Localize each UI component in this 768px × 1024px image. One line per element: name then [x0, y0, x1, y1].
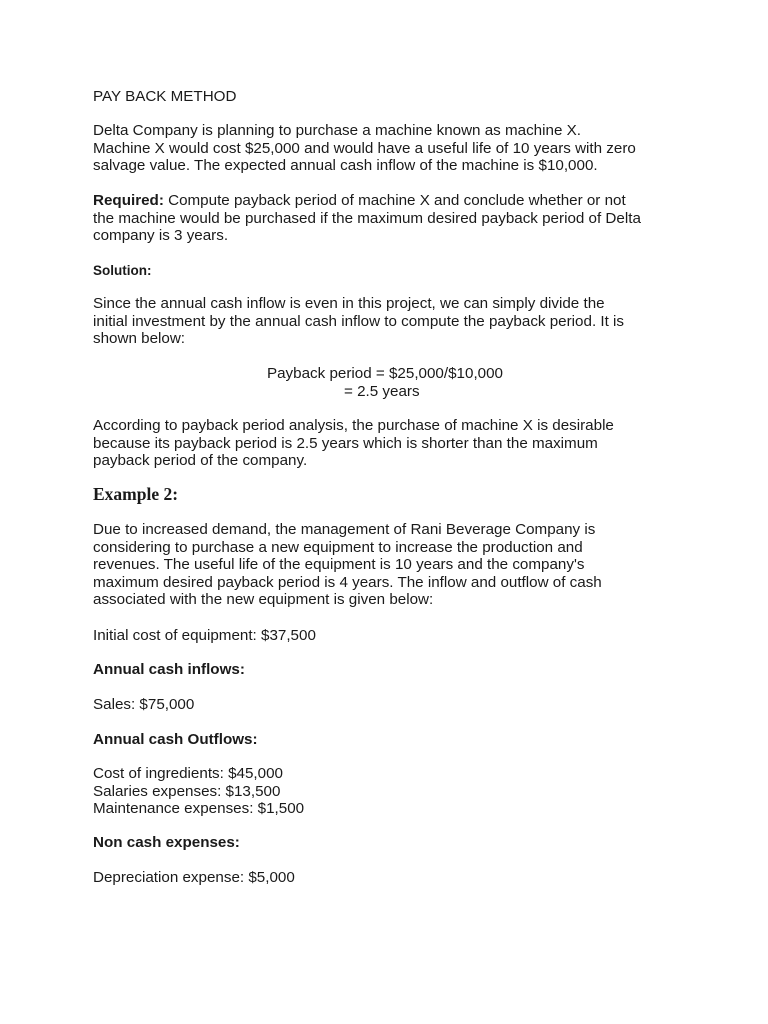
explain-paragraph	[93, 295, 693, 348]
depreciation-line: Depreciation expense: $5,000	[93, 869, 295, 886]
initial-cost: Initial cost of equipment: $37,500	[93, 627, 316, 644]
conclusion-line: According to payback period analysis, the purchase of machine X is desirable	[93, 417, 614, 434]
document-title: PAY BACK METHOD	[93, 88, 237, 105]
scenario-paragraph	[93, 521, 693, 609]
required-label: Required:	[93, 192, 164, 209]
scenario-line: revenues. The useful life of the equipment is 10 years and the company's	[93, 556, 585, 573]
required-paragraph	[93, 192, 693, 245]
required-line: company is 3 years.	[93, 227, 229, 244]
required-line: the machine would be purchased if the maximum desired payback period of Delta	[93, 209, 641, 227]
outflow-item: Maintenance expenses: $1,500	[93, 800, 305, 817]
scenario-line: Due to increased demand, the management of Rani Beverage Company is	[93, 521, 596, 538]
scenario-line: maximum desired payback period is 4 years. The inflow and outflow of cash	[93, 573, 602, 591]
scenario-line: associated with the new equipment is given below:	[93, 591, 434, 608]
scenario-line: considering to purchase a new equipment to increase the production and	[93, 538, 583, 556]
explain-line: Since the annual cash inflow is even in this project, we can simply divide the	[93, 295, 605, 312]
conclusion-paragraph	[93, 417, 693, 470]
outflow-item: Salaries expenses: $13,500	[93, 782, 281, 800]
formula-line-2: = 2.5 years	[344, 383, 420, 400]
intro-paragraph	[93, 122, 693, 175]
sales-line: Sales: $75,000	[93, 696, 195, 713]
required-text: Compute payback period of machine X and conclude whether or not	[163, 192, 626, 209]
noncash-heading: Non cash expenses:	[93, 834, 240, 851]
conclusion-line: payback period of the company.	[93, 452, 308, 469]
outflows-list	[93, 765, 693, 818]
inflows-heading: Annual cash inflows:	[93, 661, 245, 678]
intro-line: salvage value. The expected annual cash inflow of the machine is $10,000.	[93, 157, 598, 174]
example-2-heading: Example 2:	[93, 484, 179, 504]
solution-label: Solution:	[93, 263, 152, 278]
explain-line: shown below:	[93, 330, 186, 347]
formula-line-1: Payback period = $25,000/$10,000	[266, 365, 503, 382]
required-first-line	[93, 192, 693, 210]
intro-line: Delta Company is planning to purchase a machine known as machine X.	[93, 122, 581, 139]
outflow-item: Cost of ingredients: $45,000	[93, 765, 283, 782]
conclusion-line: because its payback period is 2.5 years which is shorter than the maximum	[93, 434, 598, 452]
explain-line: initial investment by the annual cash inflow to compute the payback period. It is	[93, 312, 625, 330]
intro-line: Machine X would cost $25,000 and would have a useful life of 10 years with zero	[93, 139, 636, 157]
outflows-heading: Annual cash Outflows:	[93, 731, 258, 748]
